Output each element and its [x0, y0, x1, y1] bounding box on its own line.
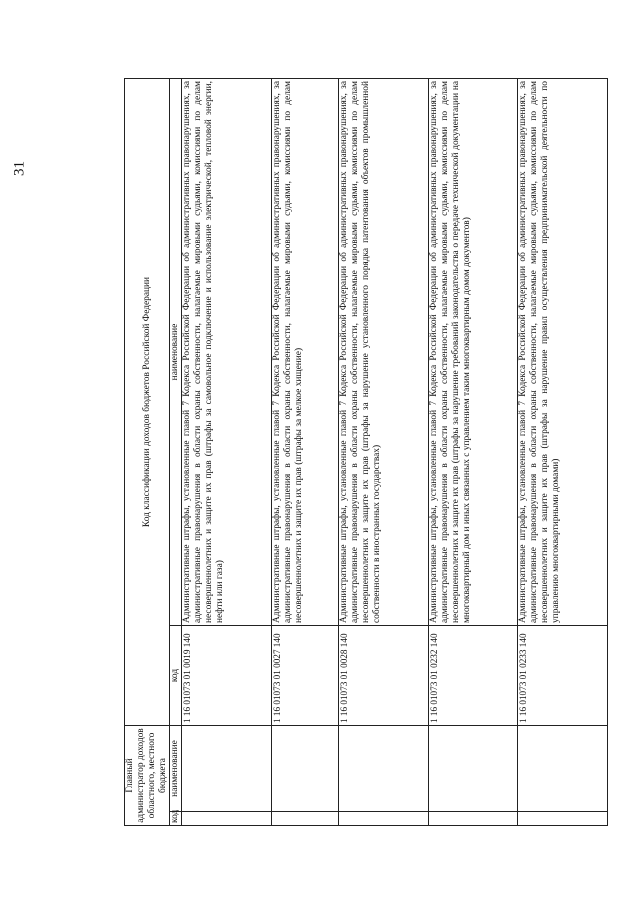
revenue-classification-table [124, 78, 608, 826]
table-row [428, 79, 518, 826]
kbk-code-cell: 1 16 01073 01 0232 140 [428, 626, 518, 726]
header-admin-code: код [170, 812, 182, 826]
admin-name-cell [518, 726, 608, 812]
kbk-name-cell: Административные штрафы, установленные главой 7 Кодекса Российской Федерации об административных правонарушениях, за административные правонарушения в области охраны собственности, налагаемые мировыми судьями, комиссиями по делам несовершеннолетних и защите их прав (штрафы за нарушение установленного порядка патентования объектов промышленной собственности в иностранных государствах) [339, 79, 429, 626]
header-admin-name: наименование [170, 726, 182, 812]
header-admin-group: Главный администратор доходов областного, местного бюджета [125, 726, 170, 826]
admin-name-cell [428, 726, 518, 812]
admin-code-cell [182, 812, 272, 826]
header-kbk-code: код [170, 626, 182, 726]
header-kbk-group: Код классификации доходов бюджетов Российской Федерации [125, 79, 170, 726]
admin-name-cell [271, 726, 339, 812]
admin-name-cell [339, 726, 429, 812]
kbk-name-cell: Административные штрафы, установленные главой 7 Кодекса Российской Федерации об административных правонарушениях, за административные правонарушения в области охраны собственности, налагаемые мировыми судьями, комиссиями по делам несовершеннолетних и защите их прав (штрафы за самовольное подключение и использование электрической, тепловой энергии, нефти или газа) [182, 79, 272, 626]
kbk-name-cell: Административные штрафы, установленные главой 7 Кодекса Российской Федерации об административных правонарушениях, за административные правонарушения в области охраны собственности, налагаемые мировыми судьями, комиссиями по делам несовершеннолетних и защите их прав (штрафы за мелкое хищение) [271, 79, 339, 626]
admin-code-cell [271, 812, 339, 826]
admin-code-cell [518, 812, 608, 826]
table-row [339, 79, 429, 826]
kbk-name-cell: Административные штрафы, установленные главой 7 Кодекса Российской Федерации об административных правонарушениях, за административные правонарушения в области охраны собственности, налагаемые мировыми судьями, комиссиями по делам несовершеннолетних и защите их прав (штрафы за нарушение правил осуществления предпринимательской деятельности по управлению многоквартирными домами) [518, 79, 608, 626]
rotated-table-container [124, 78, 608, 826]
table-row [271, 79, 339, 826]
admin-code-cell [339, 812, 429, 826]
kbk-name-cell: Административные штрафы, установленные главой 7 Кодекса Российской Федерации об административных правонарушениях, за административные правонарушения в области охраны собственности, налагаемые мировыми судьями, комиссиями по делам несовершеннолетних и защите их прав (штрафы за нарушение требований законодательства о передаче технической документации на многоквартирный дом и иных связанных с управлением таким многоквартирным домом документов) [428, 79, 518, 626]
table-row [182, 79, 272, 826]
kbk-code-cell: 1 16 01073 01 0233 140 [518, 626, 608, 726]
header-kbk-name: наименование [170, 79, 182, 626]
kbk-code-cell: 1 16 01073 01 0019 140 [182, 626, 272, 726]
page-number: 31 [11, 161, 28, 176]
admin-name-cell [182, 726, 272, 812]
kbk-code-cell: 1 16 01073 01 0027 140 [271, 626, 339, 726]
admin-code-cell [428, 812, 518, 826]
kbk-code-cell: 1 16 01073 01 0028 140 [339, 626, 429, 726]
table-row [518, 79, 608, 826]
